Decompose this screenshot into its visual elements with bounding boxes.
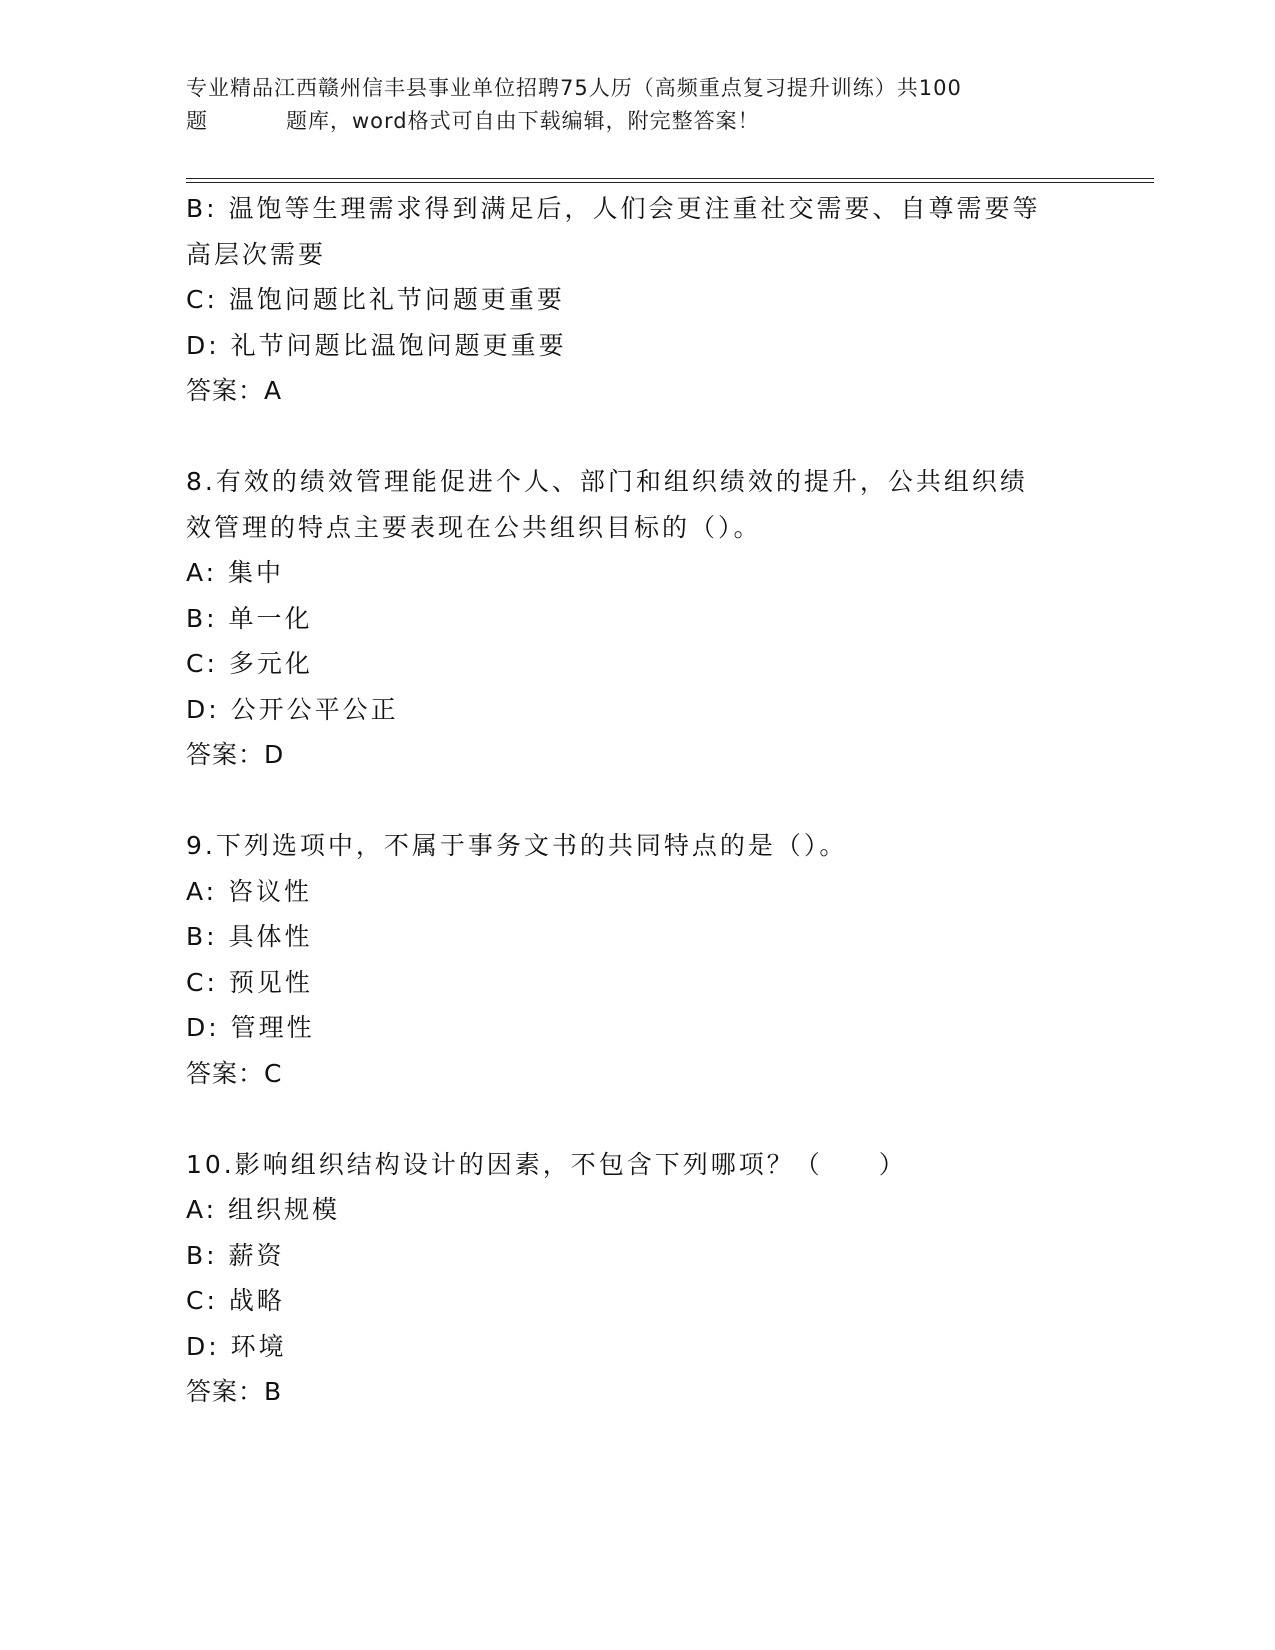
option-c: C: 温饱问题比礼节问题更重要: [186, 285, 565, 314]
answer: 答案：A: [186, 376, 283, 405]
question-stem: 9.下列选项中，不属于事务文书的共同特点的是（）。: [186, 831, 848, 860]
question-9: [186, 823, 1086, 1096]
question-10: [186, 1142, 1086, 1415]
header-title-line2-lead: 题: [186, 109, 208, 133]
question-8: [186, 459, 1086, 778]
option-c: C: 多元化: [186, 649, 313, 678]
answer: 答案：B: [186, 1377, 283, 1406]
spacer: [186, 778, 1086, 824]
spacer: [186, 1096, 1086, 1142]
option-d: D: 管理性: [186, 1013, 315, 1042]
question-stem: 10.影响组织结构设计的因素，不包含下列哪项？（ ）: [186, 1149, 907, 1179]
option-d: D: 环境: [186, 1331, 287, 1361]
option-b: B: 温饱等生理需求得到满足后，人们会更注重社交需要、自尊需要等: [186, 194, 1041, 223]
option-b: B: 具体性: [186, 922, 313, 951]
option-d: D: 公开公平公正: [186, 694, 399, 724]
header-title-line1: 专业精品江西赣州信丰县事业单位招聘75人历（高频重点复习提升训练）共100: [186, 76, 962, 100]
option-b-continued: 高层次需要: [186, 239, 327, 269]
spacer: [186, 414, 1086, 460]
question-list: [186, 186, 1086, 1415]
question-stem-continued: 效管理的特点主要表现在公共组织目标的（）。: [186, 512, 762, 542]
option-b: B: 单一化: [186, 603, 313, 633]
option-c: C: 预见性: [186, 967, 313, 997]
option-d: D: 礼节问题比温饱问题更重要: [186, 330, 567, 360]
document-header: [186, 72, 1066, 138]
header-divider-top: [186, 178, 1154, 179]
option-c: C: 战略: [186, 1286, 285, 1315]
option-b: B: 薪资: [186, 1240, 285, 1270]
question-7-continued: [186, 186, 1086, 414]
header-title-line2: [186, 105, 1066, 138]
option-a: A: 咨议性: [186, 876, 313, 906]
question-stem: 8.有效的绩效管理能促进个人、部门和组织绩效的提升，公共组织绩: [186, 467, 1028, 496]
option-a: A: 组织规模: [186, 1195, 341, 1224]
header-title-line2-rest: 题库，word格式可自由下载编辑，附完整答案！: [286, 109, 760, 133]
answer: 答案：D: [186, 740, 285, 769]
answer: 答案：C: [186, 1058, 283, 1088]
option-a: A: 集中: [186, 558, 285, 587]
header-divider-bottom: [186, 182, 1154, 183]
